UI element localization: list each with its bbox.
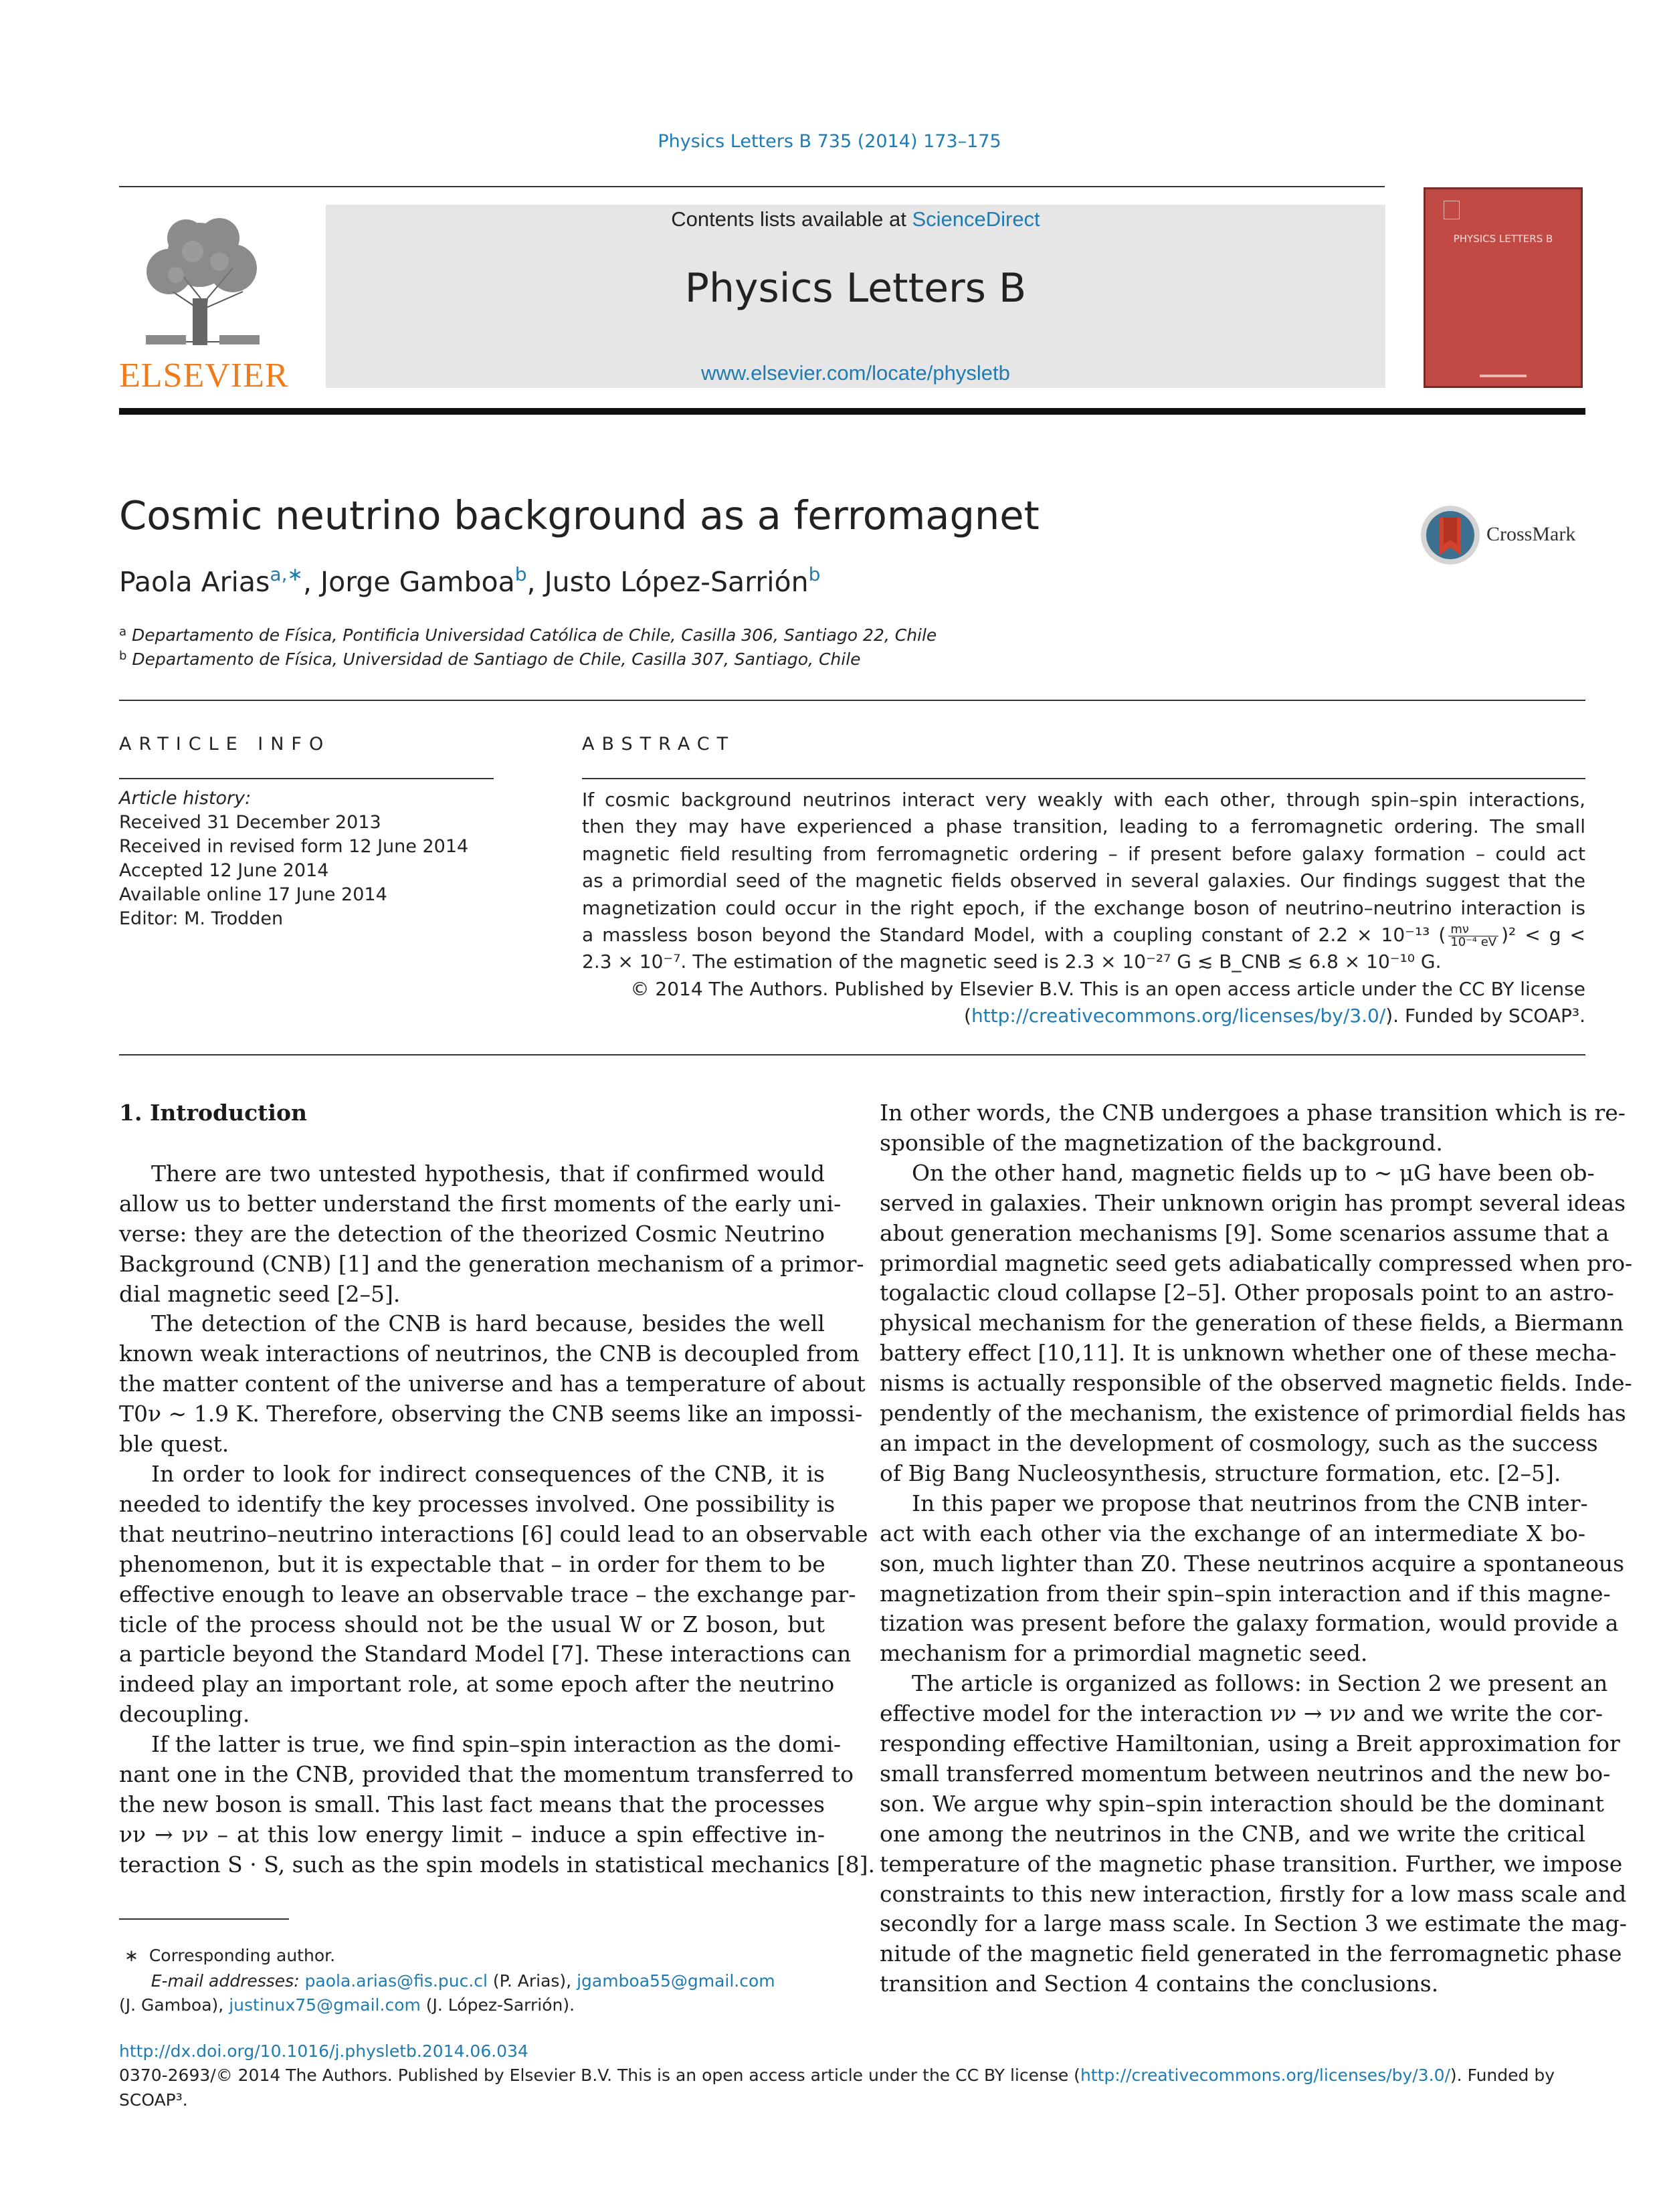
footer-license-link[interactable]: http://creativecommons.org/licenses/by/3.0/ [1080, 2066, 1450, 2085]
header-thick-rule [119, 408, 1585, 415]
affiliation-a [119, 625, 937, 645]
paragraph-line: The detection of the CNB is hard because, besides the well [151, 1310, 825, 1337]
paragraph-line: There are two untested hypothesis, that if confirmed would [151, 1160, 825, 1187]
paragraph-line: In order to look for indirect consequences of the CNB, it is [151, 1460, 825, 1487]
section-gap [119, 1128, 825, 1159]
crossmark-label: CrossMark [1486, 523, 1576, 545]
paragraph-line: decoupling. [119, 1701, 250, 1728]
email-owner: (J. López-Sarrión). [420, 1995, 575, 2015]
paragraph-line: needed to identify the key processes involved. One possibility is [119, 1490, 836, 1517]
paragraph-line: served in galaxies. Their unknown origin has prompt several ideas [880, 1189, 1626, 1216]
history-online: Available online 17 June 2014 [119, 884, 387, 905]
abstract-line: 2.3 × 10⁻⁷. The estimation of the magnetic seed is 2.3 × 10⁻²⁷ G ≲ B_CNB ≲ 6.8 × 10⁻¹⁰ G. [582, 950, 1442, 973]
paragraph-line: one among the neutrinos in the CNB, and we write the critical [880, 1820, 1585, 1847]
abstract-line: a massless boson beyond the Standard Model, with a coupling constant of 2.2 × 10⁻¹³ ( [582, 924, 1446, 946]
abstract-copyright: © 2014 The Authors. Published by Elsevier B.V. This is an open access article under the CC BY license [630, 977, 1585, 1000]
paragraph-line: the new boson is small. This last fact means that the processes [119, 1791, 825, 1817]
section-title: 1. Introduction [119, 1100, 307, 1126]
paragraph-line: nant one in the CNB, provided that the momentum transferred to [119, 1761, 854, 1788]
paragraph-line: teraction S · S, such as the spin models in statistical mechanics [8]. [119, 1851, 875, 1878]
paragraph-line: togalactic cloud collapse [2–5]. Other proposals point to an astro- [880, 1280, 1614, 1306]
article-title: Cosmic neutrino background as a ferromagnet [119, 492, 1040, 538]
paragraph-line: responding effective Hamiltonian, using a Breit approximation for [880, 1730, 1620, 1757]
contents-prefix: Contents lists available at [671, 207, 912, 231]
paragraph-line: secondly for a large mass scale. In Section 3 we estimate the mag- [880, 1910, 1627, 1937]
paragraph-line: battery effect [10,11]. It is unknown whether one of these mecha- [880, 1340, 1617, 1367]
footnote-emails-continued [119, 1993, 575, 2017]
paragraph-line: an impact in the development of cosmology, such as the success [880, 1429, 1598, 1456]
abstract-line: If cosmic background neutrinos interact very weakly with each other, through spin–spin interactions, [582, 789, 1585, 811]
fraction-numerator: mν [1448, 924, 1498, 936]
abstract-line: then they may have experienced a phase transition, leading to a ferromagnetic ordering. The small [582, 815, 1585, 838]
elsevier-logo[interactable] [119, 198, 289, 395]
affiliation-text: Departamento de Física, Universidad de Santiago de Chile, Casilla 307, Santiago, Chile [132, 649, 861, 669]
email-owner: (P. Arias), [487, 1971, 577, 1991]
author-name: Jorge Gamboa [320, 566, 515, 598]
author-affiliation-marker[interactable]: b [808, 563, 821, 585]
footer-scoap: SCOAP³. [119, 2090, 188, 2110]
body-right-column [880, 1098, 1633, 1999]
paragraph-line: about generation mechanisms [9]. Some scenarios assume that a [880, 1219, 1609, 1246]
elsevier-wordmark: ELSEVIER [119, 357, 289, 395]
email-link-gamboa[interactable]: jgamboa55@gmail.com [577, 1971, 775, 1991]
article-info-rule [119, 778, 494, 779]
corresponding-author-note: Corresponding author. [149, 1946, 336, 1965]
paragraph-line: son. We argue why spin–spin interaction should be the dominant [880, 1790, 1604, 1817]
footnote-emails [119, 1969, 775, 1993]
footer-funding: ). Funded by [1450, 2066, 1555, 2085]
abstract-body [582, 787, 1585, 1030]
footnote-rule [119, 1918, 289, 1920]
paragraph-line: ticle of the process should not be the usual W or Z boson, but [119, 1611, 825, 1637]
history-accepted: Accepted 12 June 2014 [119, 860, 329, 881]
sciencedirect-link[interactable]: ScienceDirect [912, 207, 1040, 231]
abstract-rule [582, 778, 1585, 779]
paragraph-line: ble quest. [119, 1431, 229, 1457]
history-received: Received 31 December 2013 [119, 812, 381, 833]
affiliation-text: Departamento de Física, Pontificia Universidad Católica de Chile, Casilla 306, Santiago 22, Chile [131, 625, 937, 645]
paragraph-line: a particle beyond the Standard Model [7]. These interactions can [119, 1641, 852, 1668]
paragraph-line: of Big Bang Nucleosynthesis, structure formation, etc. [2–5]. [880, 1460, 1561, 1486]
license-link[interactable]: http://creativecommons.org/licenses/by/3.0/ [971, 1005, 1386, 1027]
abstract-heading: ABSTRACT [582, 734, 736, 755]
footer-copyright-text: 0370-2693/© 2014 The Authors. Published by Elsevier B.V. This is an open access article under the CC BY license ( [119, 2066, 1080, 2085]
article-history [119, 787, 468, 931]
author-affiliation-marker[interactable]: b [514, 563, 527, 585]
abstract-line-with-fraction [582, 922, 1585, 948]
abstract-line: as a primordial seed of the magnetic fields observed in several galaxies. Our findings suggest that the [582, 870, 1585, 892]
fraction-denominator: 10⁻⁴ eV [1450, 934, 1497, 949]
paragraph-line: The article is organized as follows: in Section 2 we present an [912, 1670, 1608, 1697]
paragraph-line: constraints to this new interaction, firstly for a low mass scale and [880, 1880, 1627, 1907]
body-left-column [119, 1098, 875, 1880]
paragraph-line: that neutrino–neutrino interactions [6] could lead to an observable [119, 1520, 868, 1547]
paragraph-line: effective enough to leave an observable trace – the exchange par- [119, 1581, 856, 1607]
paragraph-line: act with each other via the exchange of an intermediate X bo- [880, 1520, 1585, 1546]
cover-logo-icon [1444, 201, 1460, 219]
history-editor: Editor: M. Trodden [119, 908, 284, 929]
paragraph-line: allow us to better understand the first moments of the early uni- [119, 1190, 842, 1217]
abstract-license: (http://creativecommons.org/licenses/by/3.0/). Funded by SCOAP³. [964, 1005, 1585, 1027]
paragraph-line: If the latter is true, we find spin–spin interaction as the domi- [151, 1731, 842, 1758]
crossmark-icon [1418, 503, 1482, 567]
author-affiliation-marker[interactable]: a,∗ [270, 563, 303, 585]
email-label: E-mail addresses: [151, 1971, 305, 1991]
article-info-heading: ARTICLE INFO [119, 734, 331, 755]
journal-url-link[interactable]: www.elsevier.com/locate/physletb [701, 361, 1010, 385]
history-label: Article history: [119, 788, 252, 809]
paragraph-line: T0ν ∼ 1.9 K. Therefore, observing the CNB seems like an impossi- [119, 1401, 863, 1427]
paragraph-line: Background (CNB) [1] and the generation mechanism of a primor- [119, 1250, 864, 1277]
crossmark-badge[interactable] [1418, 503, 1585, 567]
paragraph-line: effective model for the interaction νν → νν and we write the cor- [880, 1700, 1603, 1727]
paragraph-line: nitude of the magnetic field generated in the ferromagnetic phase [880, 1940, 1622, 1967]
affiliation-key: b [119, 649, 127, 663]
paragraph-line: sponsible of the magnetization of the background. [880, 1129, 1443, 1156]
email-link-arias[interactable]: paola.arias@fis.puc.cl [304, 1971, 488, 1991]
paragraph-line: phenomenon, but it is expectable that – in order for them to be [119, 1550, 825, 1577]
paragraph-line: magnetization from their spin–spin interaction and if this magne- [880, 1580, 1611, 1607]
email-link-lopez-sarrion[interactable]: justinux75@gmail.com [229, 1995, 421, 2015]
affiliation-key: a [119, 625, 127, 639]
journal-cover[interactable] [1424, 187, 1583, 388]
paragraph-line: known weak interactions of neutrinos, the CNB is decoupled from [119, 1340, 860, 1367]
abstract-line: magnetization could occur in the right epoch, if the exchange boson of neutrino–neutrino interaction is [582, 896, 1585, 919]
funding-note: ). Funded by SCOAP³. [1385, 1005, 1585, 1027]
cover-footer-bar [1480, 375, 1527, 377]
paragraph-line: tization was present before the galaxy formation, would provide a [880, 1610, 1619, 1637]
paragraph-line: the matter content of the universe and has a temperature of about [119, 1371, 866, 1397]
affiliation-b [119, 649, 861, 669]
footer-copyright [119, 2063, 1585, 2112]
title-block-rule [119, 700, 1585, 701]
email-owner: (J. Gamboa), [119, 1995, 229, 2015]
paragraph-line: son, much lighter than Z0. These neutrinos acquire a spontaneous [880, 1550, 1625, 1577]
contents-line [326, 207, 1385, 231]
paragraph-line: indeed play an important role, at some epoch after the neutrino [119, 1671, 835, 1698]
paragraph-line: physical mechanism for the generation of these fields, a Biermann [880, 1310, 1624, 1336]
author-name: Paola Arias [119, 566, 270, 598]
history-revised: Received in revised form 12 June 2014 [119, 836, 469, 857]
paragraph-line: nisms is actually responsible of the observed magnetic fields. Inde- [880, 1370, 1632, 1397]
footnote-star: ∗ [124, 1946, 138, 1965]
author-list: Paola Arias$^{a,∗}$, Jorge Gamboa$^b$, Justo López-Sarrión$^b$ [119, 563, 821, 598]
journal-reference[interactable]: Physics Letters B 735 (2014) 173–175 [658, 131, 1001, 152]
abstract-line: magnetic field resulting from ferromagnetic ordering – if present before galaxy formation – could act [582, 842, 1585, 865]
paragraph-line: mechanism for a primordial magnetic seed. [880, 1640, 1368, 1667]
footnote-corresponding [119, 1944, 335, 1968]
header-rule [119, 186, 1385, 187]
paragraph-line: primordial magnetic seed gets adiabatically compressed when pro- [880, 1249, 1633, 1276]
paragraph-line: temperature of the magnetic phase transition. Further, we impose [880, 1850, 1623, 1877]
cover-title: PHYSICS LETTERS B [1453, 233, 1553, 245]
paragraph-line: νν → νν – at this low energy limit – induce a spin effective in- [119, 1821, 825, 1847]
abstract-line-tail: )² < g < [1501, 924, 1586, 946]
paragraph-line: dial magnetic seed [2–5]. [119, 1280, 401, 1307]
journal-name: Physics Letters B [684, 265, 1027, 312]
paragraph-line: On the other hand, magnetic fields up to ∼ μG have been ob- [912, 1159, 1595, 1186]
paragraph-line: verse: they are the detection of the theorized Cosmic Neutrino [119, 1220, 825, 1247]
paragraph-line: In other words, the CNB undergoes a phase transition which is re- [880, 1100, 1626, 1126]
paragraph-line: In this paper we propose that neutrinos from the CNB inter- [912, 1490, 1588, 1516]
doi-link[interactable]: http://dx.doi.org/10.1016/j.physletb.2014.06.034 [119, 2041, 528, 2061]
author-name: Justo López-Sarrión [544, 566, 809, 598]
paragraph-line: transition and Section 4 contains the conclusions. [880, 1971, 1439, 1997]
paragraph-line: pendently of the mechanism, the existence of primordial fields has [880, 1400, 1626, 1427]
mass-fraction [1448, 924, 1498, 948]
abstract-bottom-rule [119, 1054, 1585, 1055]
paragraph-line: small transferred momentum between neutrinos and the new bo- [880, 1760, 1611, 1787]
